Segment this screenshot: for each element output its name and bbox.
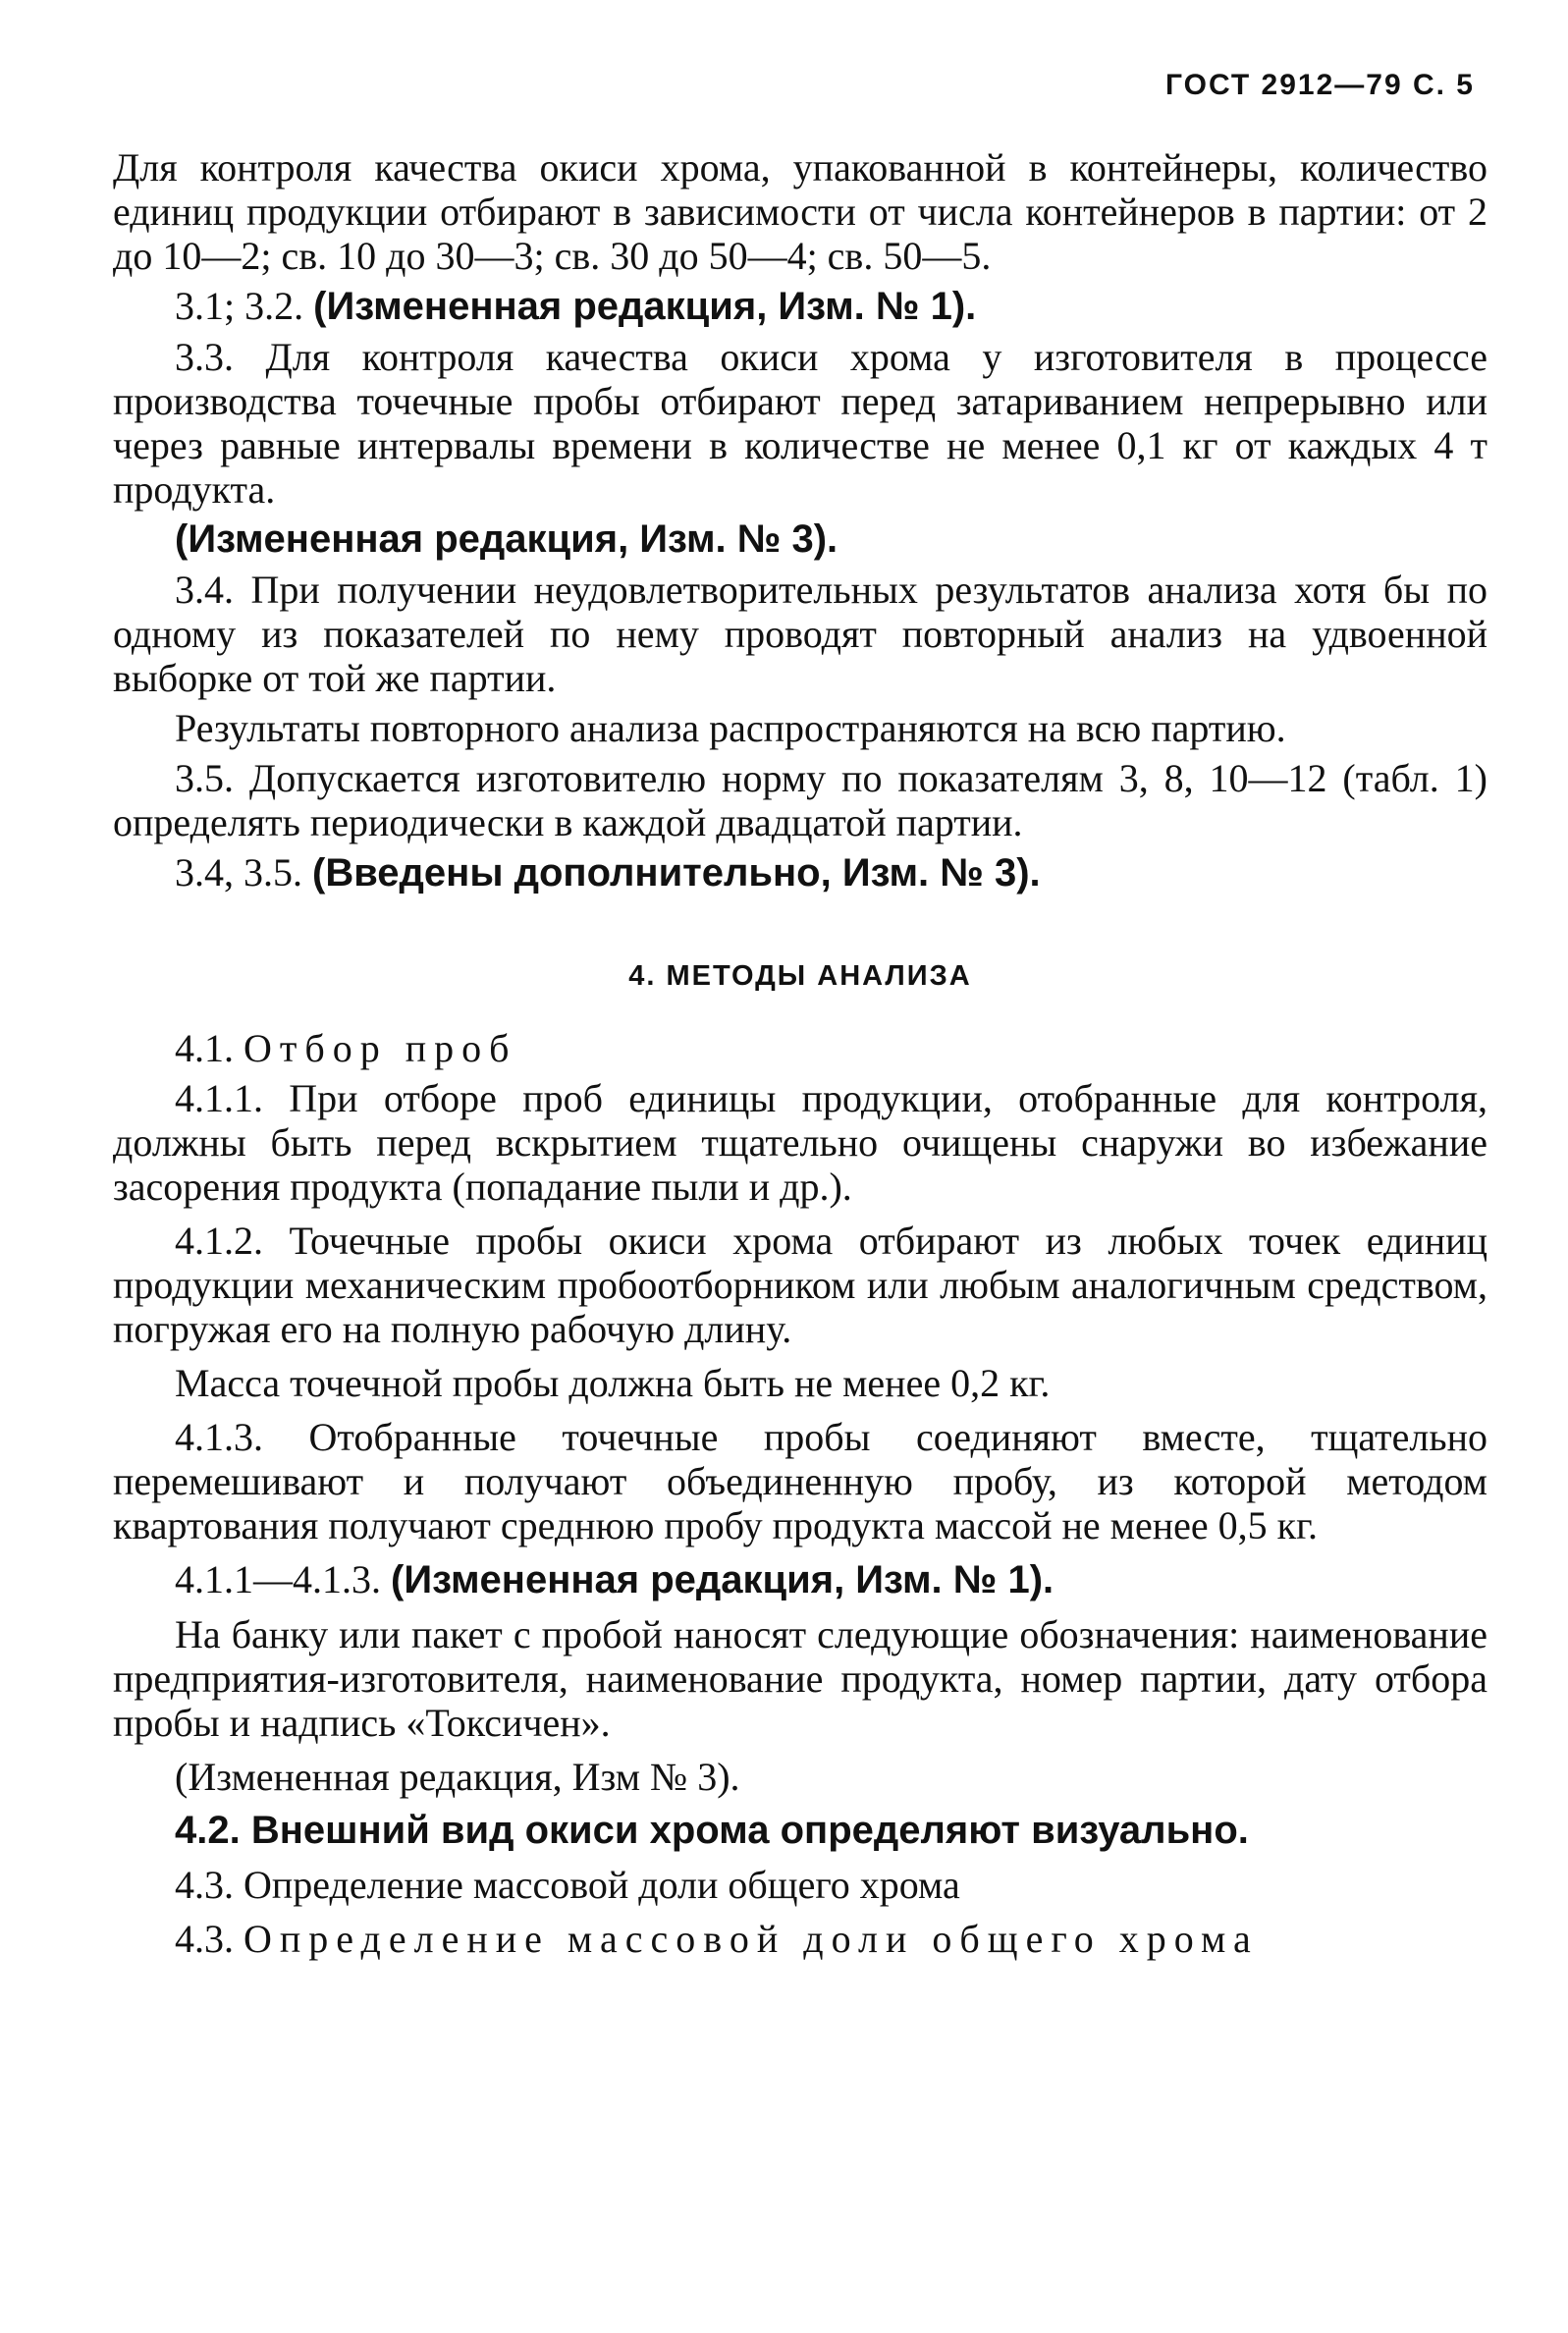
- amendment-note: (Введены дополнительно, Изм. № 3).: [312, 851, 1041, 895]
- paragraph: [113, 850, 1487, 895]
- paragraph: [113, 284, 1487, 329]
- paragraph: 4.3. Определение массовой доли общего хрома: [175, 1863, 960, 1907]
- paragraph: 3.4. При получении неудовлетворительных результатов анализа хотя бы по одному из показателей по нему проводят повторный анализ на удвоенной выборке от той же партии.: [113, 568, 1487, 700]
- document-body: [113, 145, 1487, 1961]
- amendment-note: (Измененная редакция, Изм. № 1).: [391, 1558, 1054, 1601]
- subsection-title: [113, 1026, 1487, 1070]
- paragraph: На банку или пакет с пробой наносят следующие обозначения: наименование предприятия-изготовителя, наименование продукта, номер партии, дату отбора пробы и надпись «Токсичен».: [113, 1612, 1487, 1745]
- clause-ref: 4.1.1—4.1.3.: [175, 1557, 391, 1601]
- paragraph: Масса точечной пробы должна быть не менее 0,2 кг.: [175, 1361, 1051, 1405]
- paragraph: 4.1.3. Отобранные точечные пробы соединяют вместе, тщательно перемешивают и получают объединенную пробу, из которой методом квартования получают среднюю пробу продукта массой не менее 0,5 кг.: [113, 1415, 1487, 1547]
- paragraph: (Измененная редакция, Изм № 3).: [175, 1755, 740, 1799]
- clause-ref: 4.1.: [175, 1026, 243, 1070]
- subsection-title-text: Определение массовой доли общего хрома: [243, 1917, 1259, 1961]
- paragraph: [113, 1557, 1487, 1602]
- paragraph: 3.3. Для контроля качества окиси хрома у изготовителя в процессе производства точечные пробы отбирают перед затариванием непрерывно или через равные интервалы времени в количестве не менее 0,1 кг от каждых 4 т продукта.: [113, 335, 1487, 512]
- paragraph: Для контроля качества окиси хрома, упакованной в контейнеры, количество единиц продукции отбирают в зависимости от числа контейнеров в партии: от 2 до 10—2; св. 10 до 30—3; св. 30 до 50—4; св. 50—5.: [113, 145, 1487, 278]
- clause-ref: 3.4, 3.5.: [175, 850, 312, 895]
- section-heading: 4. МЕТОДЫ АНАЛИЗА: [628, 960, 972, 992]
- page-header: ГОСТ 2912—79 С. 5: [1165, 69, 1475, 101]
- amendment-note: (Измененная редакция, Изм. № 1).: [313, 285, 977, 328]
- paragraph: Результаты повторного анализа распространяются на всю партию.: [175, 706, 1286, 750]
- amendment-note: (Измененная редакция, Изм. № 3).: [175, 517, 838, 561]
- clause-ref: 3.1; 3.2.: [175, 284, 314, 328]
- paragraph: 3.5. Допускается изготовителю норму по показателям 3, 8, 10—12 (табл. 1) определять периодически в каждой двадцатой партии.: [113, 756, 1487, 844]
- subsection-title-text: Отбор проб: [243, 1026, 517, 1070]
- clause-ref: 4.3.: [175, 1917, 243, 1961]
- paragraph: 4.1.1. При отборе проб единицы продукции, отобранные для контроля, должны быть перед вскрытием тщательно очищены снаружи во избежание засорения продукта (попадание пыли и др.).: [113, 1076, 1487, 1209]
- subsection-title: [113, 1917, 1487, 1961]
- amendment-note: 4.2. Внешний вид окиси хрома определяют визуально.: [175, 1809, 1249, 1852]
- paragraph: 4.1.2. Точечные пробы окиси хрома отбирают из любых точек единиц продукции механическим пробоотборником или любым аналогичным средством, погружая его на полную рабочую длину.: [113, 1219, 1487, 1351]
